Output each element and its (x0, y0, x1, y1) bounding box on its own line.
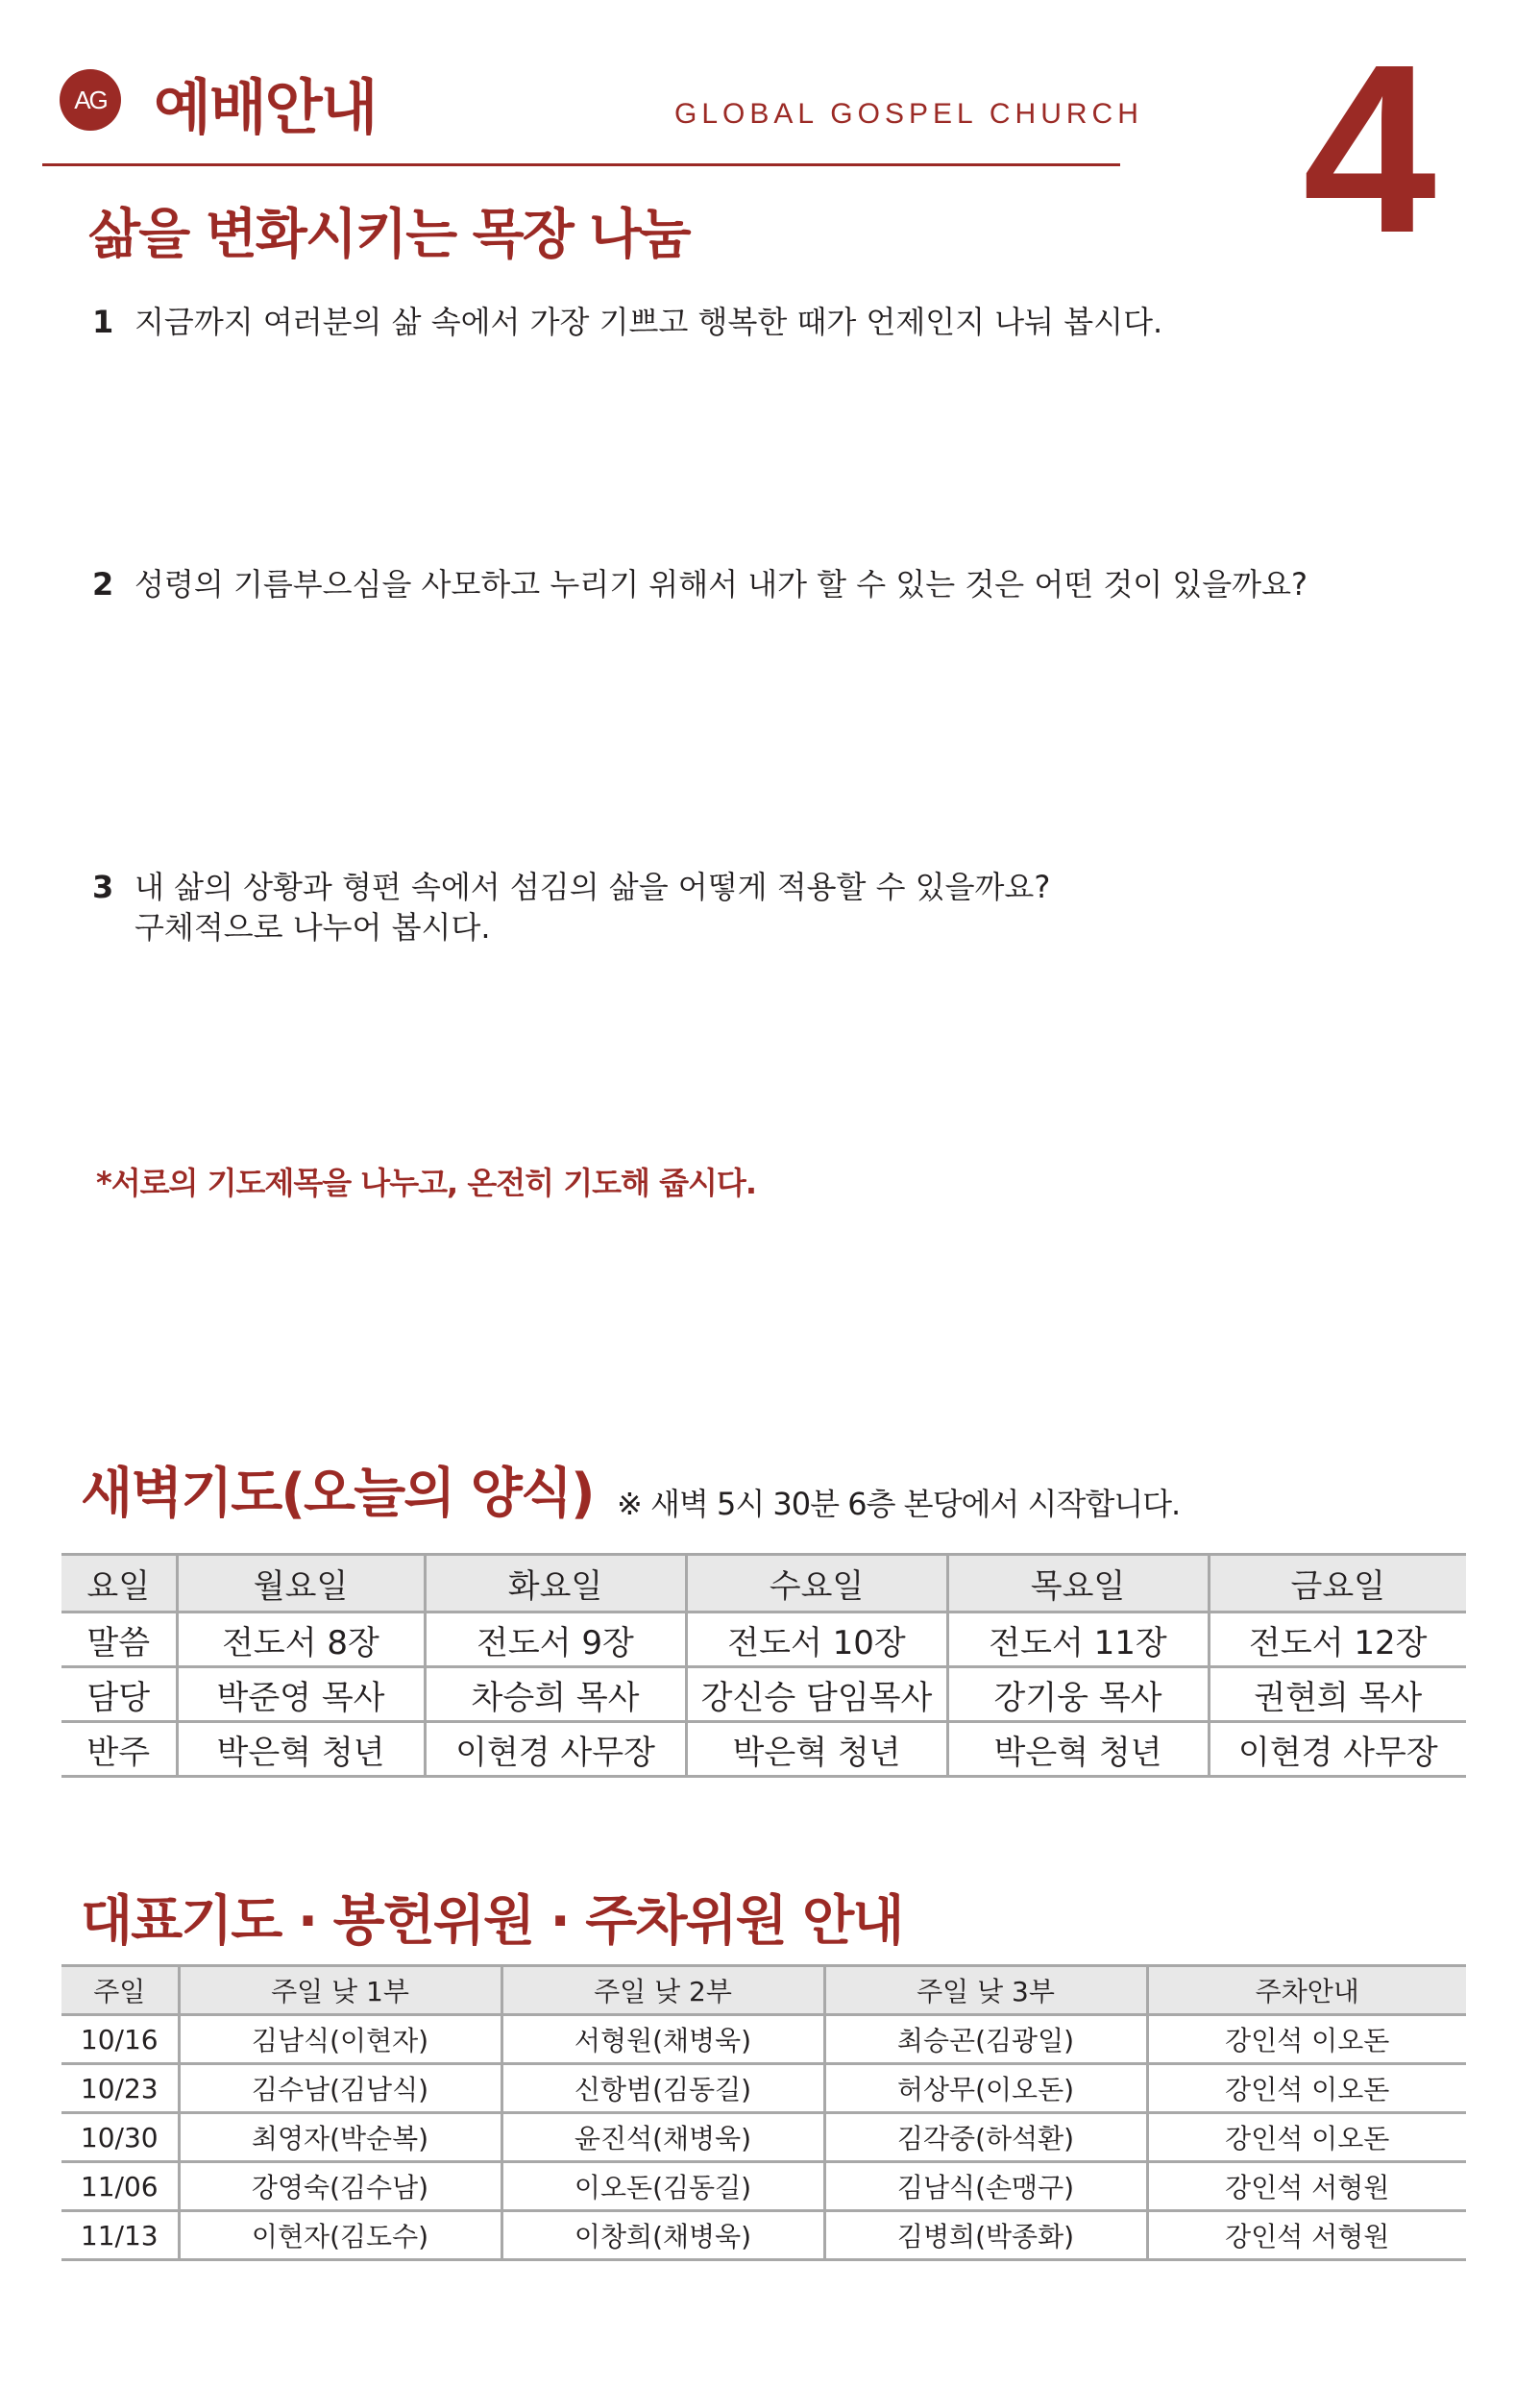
table-cell: 박은혁 청년 (177, 1722, 425, 1777)
table-cell: 전도서 9장 (425, 1613, 686, 1667)
header-cell: 주일 낮 1부 (179, 1966, 501, 2015)
table-cell: 김남식(손맹구) (824, 2162, 1147, 2211)
page-number: 4 (1303, 14, 1437, 283)
table-cell: 강인석 이오돈 (1147, 2064, 1466, 2113)
table-row (61, 2162, 1466, 2211)
question-text: 지금까지 여러분의 삶 속에서 가장 기쁘고 행복한 때가 언제인지 나눠 봅시다. (134, 304, 1163, 340)
header-cell: 요일 (61, 1555, 177, 1613)
prayer-note: *서로의 기도제목을 나누고, 온전히 기도해 줍시다. (96, 1165, 756, 1201)
table-cell: 윤진석(채병욱) (501, 2113, 824, 2162)
header-cell: 주차안내 (1147, 1966, 1466, 2015)
question-number: 1 (92, 304, 114, 340)
table-cell: 전도서 12장 (1209, 1613, 1466, 1667)
dawn-prayer-title: 새벽기도(오늘의 양식) (81, 1463, 594, 1525)
table-cell: 차승희 목사 (425, 1667, 686, 1722)
table-cell: 김병희(박종화) (824, 2211, 1147, 2260)
table-cell: 강인석 이오돈 (1147, 2113, 1466, 2162)
table-cell: 10/23 (61, 2064, 179, 2113)
table-cell: 김각중(하석환) (824, 2113, 1147, 2162)
table-cell: 박은혁 청년 (947, 1722, 1209, 1777)
question-text (134, 867, 1422, 948)
question-1 (92, 302, 1422, 342)
question-3 (92, 867, 1422, 948)
table-cell: 이현자(김도수) (179, 2211, 501, 2260)
table-cell: 11/13 (61, 2211, 179, 2260)
table-cell: 이창희(채병욱) (501, 2211, 824, 2260)
table-cell: 서형원(채병욱) (501, 2015, 824, 2064)
table-cell: 담당 (61, 1667, 177, 1722)
table-cell: 최영자(박순복) (179, 2113, 501, 2162)
table-row (61, 2015, 1466, 2064)
header-cell: 화요일 (425, 1555, 686, 1613)
question-number: 3 (92, 869, 114, 905)
table-cell: 10/30 (61, 2113, 179, 2162)
table-header-row (61, 1966, 1466, 2015)
table-cell: 반주 (61, 1722, 177, 1777)
table-row (61, 2211, 1466, 2260)
header-cell: 주일 (61, 1966, 179, 2015)
header-cell: 수요일 (686, 1555, 947, 1613)
table-cell: 박은혁 청년 (686, 1722, 947, 1777)
table-cell: 최승곤(김광일) (824, 2015, 1147, 2064)
table-cell: 전도서 10장 (686, 1613, 947, 1667)
table-cell: 박준영 목사 (177, 1667, 425, 1722)
table-cell: 이현경 사무장 (425, 1722, 686, 1777)
dawn-prayer-note: ※ 새벽 5시 30분 6층 본당에서 시작합니다. (617, 1486, 1181, 1522)
representatives-title: 대표기도 · 봉헌위원 · 주차위원 안내 (81, 1890, 903, 1953)
question-2 (92, 564, 1422, 604)
table-row (61, 1613, 1466, 1667)
table-cell: 허상무(이오돈) (824, 2064, 1147, 2113)
table-cell: 말씀 (61, 1613, 177, 1667)
table-cell: 김남식(이현자) (179, 2015, 501, 2064)
table-row (61, 1722, 1466, 1777)
header-cell: 주일 낮 2부 (501, 1966, 824, 2015)
question-number: 2 (92, 566, 114, 603)
table-row (61, 1667, 1466, 1722)
table-cell: 11/06 (61, 2162, 179, 2211)
header-cell: 목요일 (947, 1555, 1209, 1613)
representatives-table (61, 1964, 1466, 2261)
header-divider (42, 163, 1120, 166)
table-cell: 이현경 사무장 (1209, 1722, 1466, 1777)
header-cell: 금요일 (1209, 1555, 1466, 1613)
question-text: 성령의 기름부으심을 사모하고 누리기 위해서 내가 할 수 있는 것은 어떤 것이 있을까요? (134, 566, 1308, 603)
table-cell: 전도서 8장 (177, 1613, 425, 1667)
table-cell: 강인석 이오돈 (1147, 2015, 1466, 2064)
header-cell: 주일 낮 3부 (824, 1966, 1147, 2015)
table-cell: 신항범(김동길) (501, 2064, 824, 2113)
table-cell: 10/16 (61, 2015, 179, 2064)
table-cell: 김수남(김남식) (179, 2064, 501, 2113)
question-text-line-2: 구체적으로 나누어 봅시다. (134, 909, 491, 946)
table-header-row (61, 1555, 1466, 1613)
table-cell: 강인석 서형원 (1147, 2211, 1466, 2260)
table-cell: 이오돈(김동길) (501, 2162, 824, 2211)
header-cell: 월요일 (177, 1555, 425, 1613)
table-cell: 강영숙(김수남) (179, 2162, 501, 2211)
table-row (61, 2113, 1466, 2162)
sharing-title: 삶을 변화시키는 목장 나눔 (88, 204, 690, 266)
table-cell: 전도서 11장 (947, 1613, 1209, 1667)
dawn-prayer-table (61, 1553, 1466, 1778)
table-cell: 강기웅 목사 (947, 1667, 1209, 1722)
church-logo: AG (60, 69, 121, 131)
table-row (61, 2064, 1466, 2113)
table-cell: 강인석 서형원 (1147, 2162, 1466, 2211)
question-text-line-1: 내 삶의 상황과 형편 속에서 섬김의 삶을 어떻게 적용할 수 있을까요? (134, 869, 1051, 905)
table-cell: 강신승 담임목사 (686, 1667, 947, 1722)
table-cell: 권현희 목사 (1209, 1667, 1466, 1722)
church-name: GLOBAL GOSPEL CHURCH (674, 98, 1143, 130)
page-title: 예배안내 (154, 72, 377, 142)
